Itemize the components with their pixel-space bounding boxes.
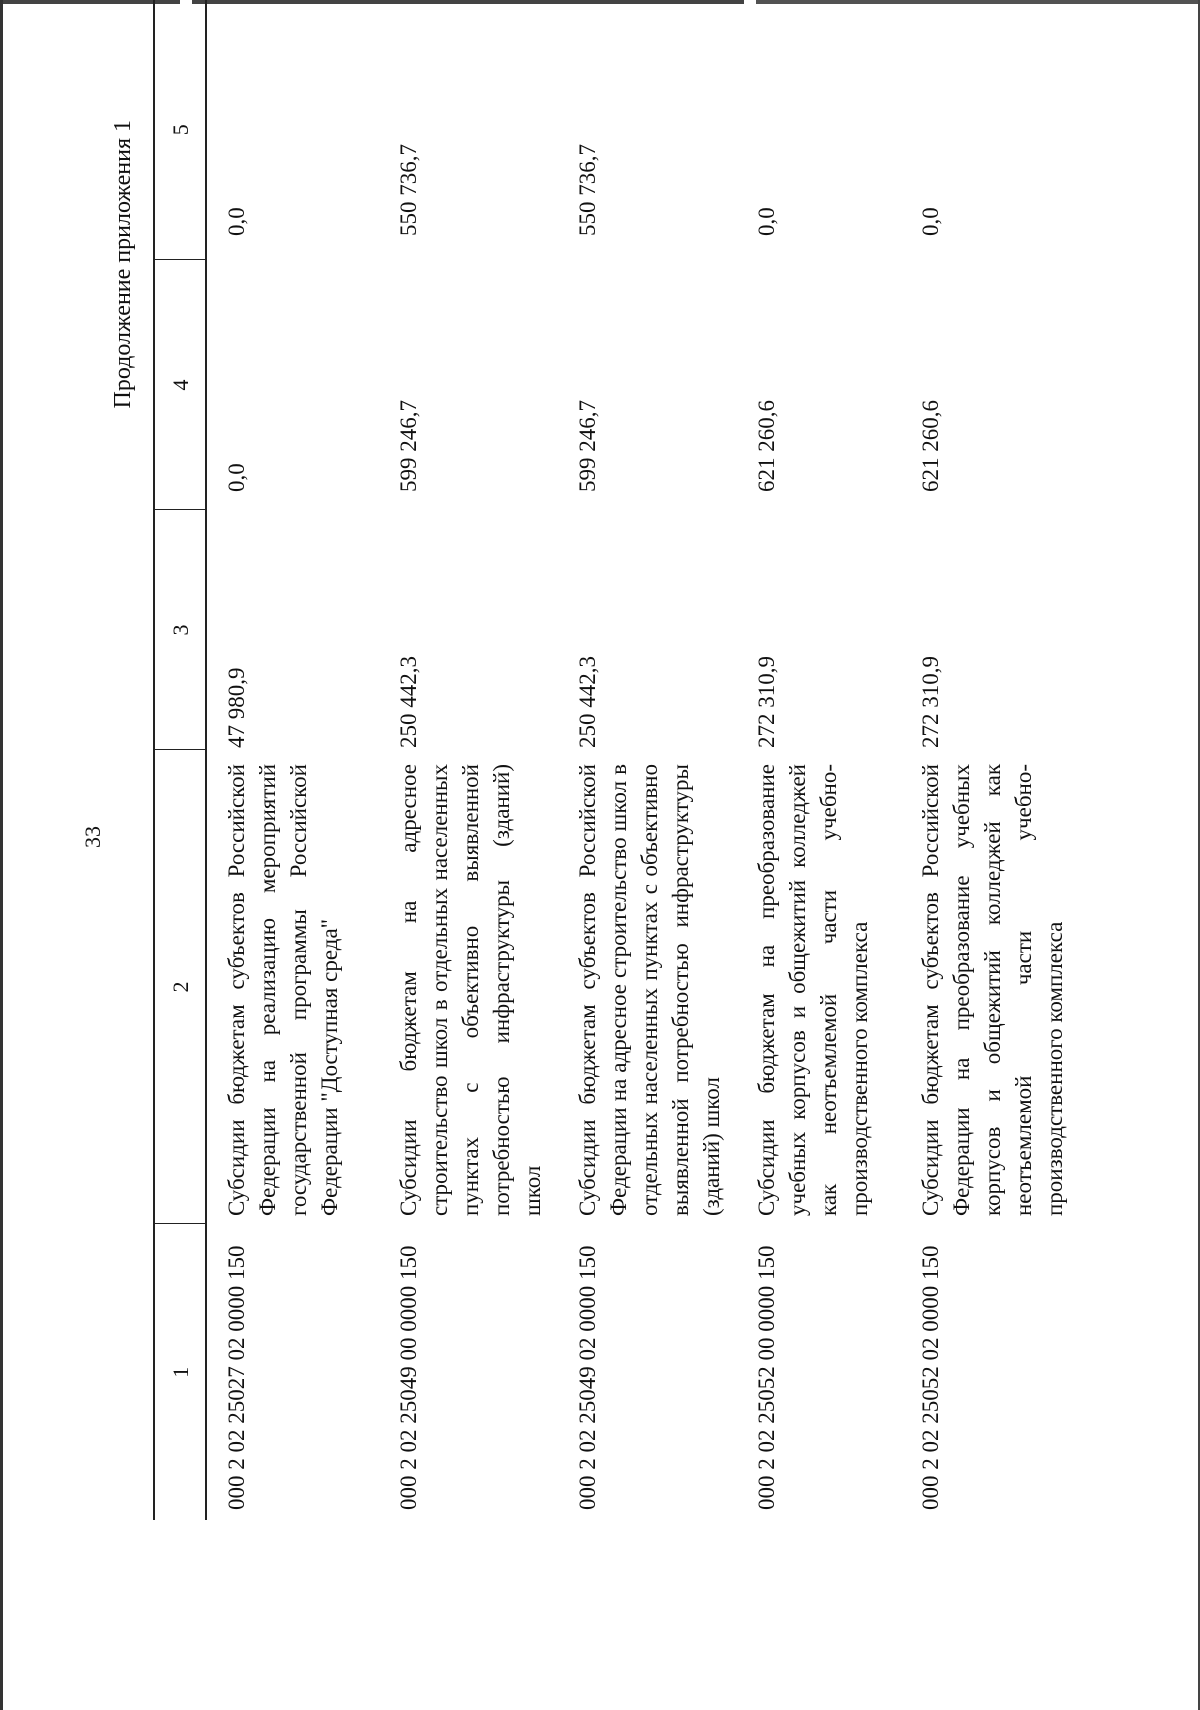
amount-col-3: 272 310,9 xyxy=(918,656,943,748)
amount-col-3: 47 980,9 xyxy=(224,667,249,748)
row-description: Субсидии бюджетам на преобразование учебных корпусов и общежитий колледжей как неотъемлемой части учебно-производственного комплекса xyxy=(754,764,872,1216)
amount-col-4: 621 260,6 xyxy=(754,400,779,492)
amount-col-3: 250 442,3 xyxy=(575,656,600,748)
budget-code: 000 2 02 25052 00 0000 150 xyxy=(754,1245,779,1510)
amount-col-3: 272 310,9 xyxy=(754,656,779,748)
budget-code: 000 2 02 25027 02 0000 150 xyxy=(224,1245,249,1510)
header-row xyxy=(154,0,206,1520)
header-col-4: 4 xyxy=(154,260,206,510)
row-description: Субсидии бюджетам субъектов Российской Федерации на адресное строительство школ в отдельных населенных пунктах с объективно выявленной потребностью инфраструктуры (зданий) школ xyxy=(575,764,724,1216)
budget-code: 000 2 02 25049 00 0000 150 xyxy=(396,1245,421,1510)
header-col-2: 2 xyxy=(154,750,206,1224)
row-description: Субсидии бюджетам субъектов Российской Федерации на преобразование учебных корпусов и общежитий колледжей как неотъемлемой части учебно-производственного комплекса xyxy=(918,764,1067,1216)
amount-col-3: 250 442,3 xyxy=(396,656,421,748)
header-col-5: 5 xyxy=(154,0,206,260)
row-description: Субсидии бюджетам субъектов Российской Федерации на реализацию мероприятий государственной программы Российской Федерации "Доступная среда" xyxy=(224,764,342,1216)
continuation-label: Продолжение приложения 1 xyxy=(110,120,136,409)
table-row xyxy=(737,0,901,1520)
row-description: Субсидии бюджетам на адресное строительство школ в отдельных населенных пунктах с объективно выявленной потребностью инфраструктуры (зданий) школ xyxy=(396,764,545,1216)
amount-col-4: 621 260,6 xyxy=(918,400,943,492)
table-row xyxy=(379,0,558,1520)
budget-code: 000 2 02 25052 02 0000 150 xyxy=(918,1245,943,1510)
amount-col-4: 599 246,7 xyxy=(396,400,421,492)
amount-col-4: 599 246,7 xyxy=(575,400,600,492)
amount-col-5: 0,0 xyxy=(754,207,779,236)
amount-col-5: 0,0 xyxy=(918,207,943,236)
amount-col-5: 550 736,7 xyxy=(575,144,600,236)
amount-col-5: 550 736,7 xyxy=(396,144,421,236)
amount-col-4: 0,0 xyxy=(224,463,249,492)
table-row xyxy=(558,0,737,1520)
amount-col-5: 0,0 xyxy=(224,207,249,236)
appendix-table xyxy=(153,0,1080,1520)
page-number: 33 xyxy=(80,826,105,848)
table-row xyxy=(901,0,1080,1520)
header-col-1: 1 xyxy=(154,1224,206,1520)
table-row xyxy=(206,0,379,1520)
budget-code: 000 2 02 25049 02 0000 150 xyxy=(575,1245,600,1510)
header-col-3: 3 xyxy=(154,510,206,750)
